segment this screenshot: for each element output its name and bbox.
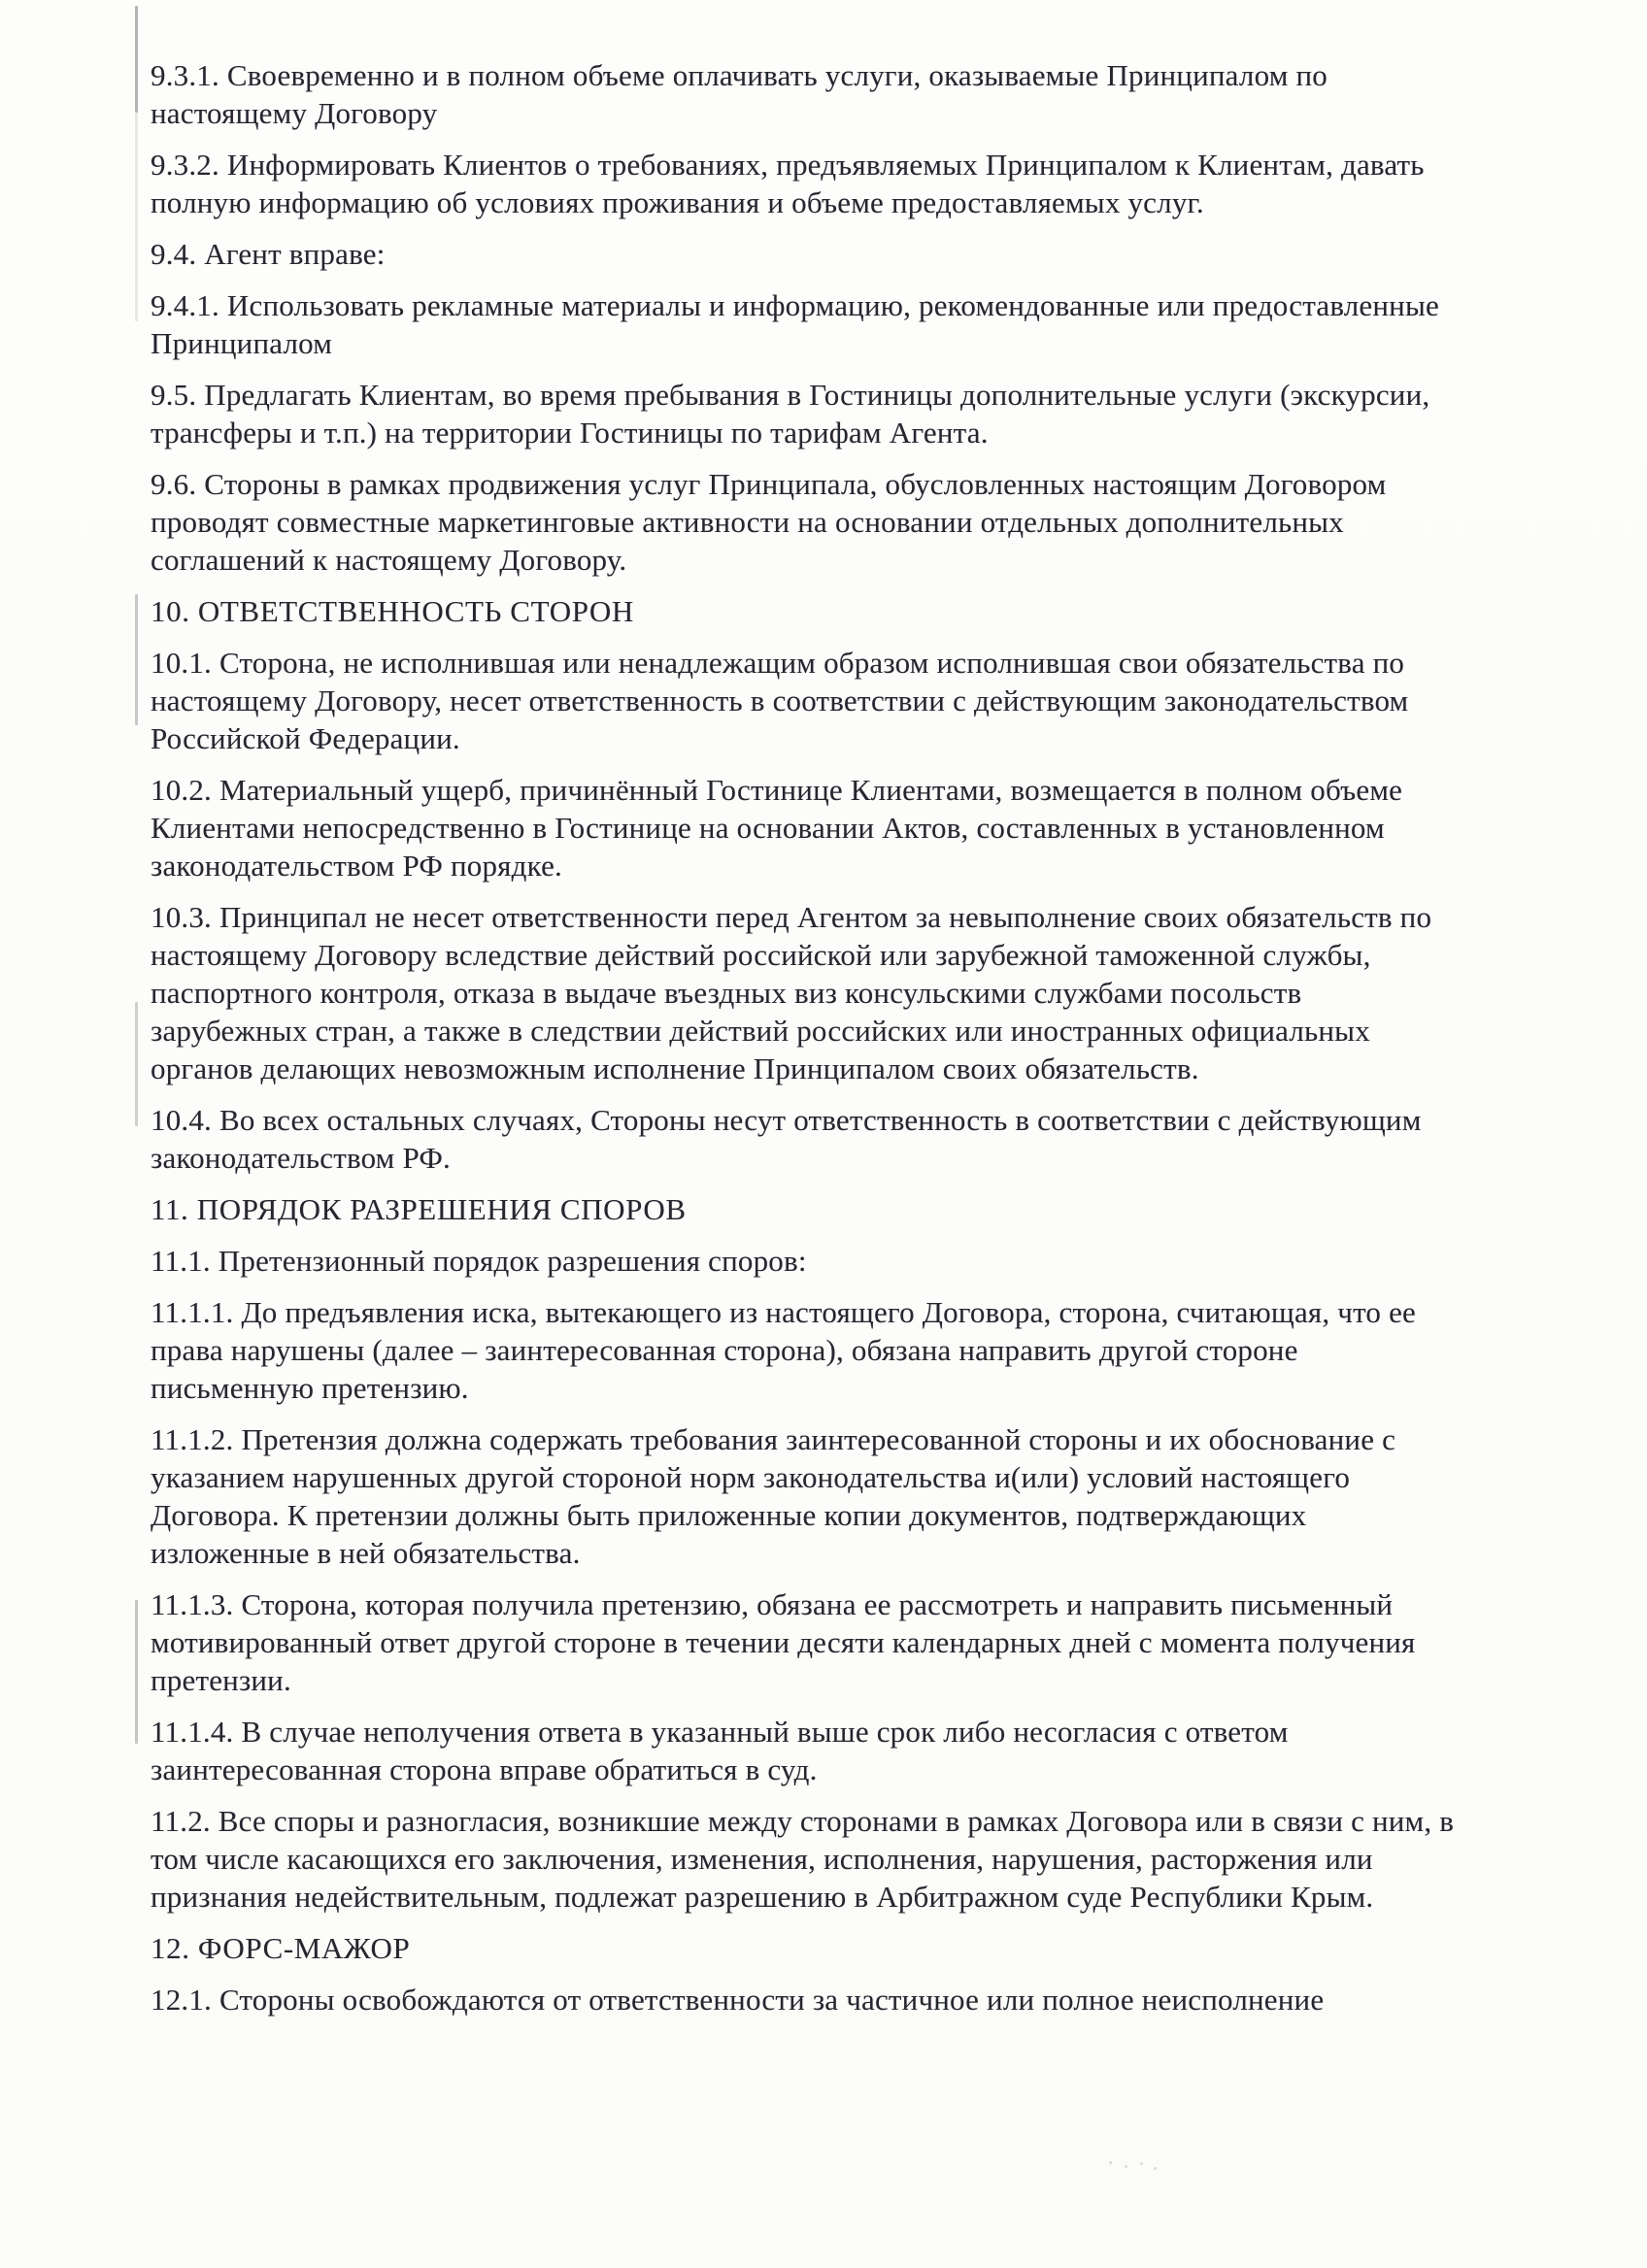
- clause-paragraph-9-4: 9.4. Агент вправе:: [151, 237, 386, 271]
- clause-paragraph-9-6: 9.6. Стороны в рамках продвижения услуг Принципала, обусловленных настоящим Договором проводят совместные маркетинговые активности на основании отдельных дополнительных соглашений к настоящему Договору.: [151, 467, 1387, 577]
- clause-paragraph-10-4: 10.4. Во всех остальных случаях, Стороны несут ответственность в соответствии с действующим законодательством РФ.: [151, 1103, 1422, 1175]
- clause-paragraph-11-2: 11.2. Все споры и разногласия, возникшие между сторонами в рамках Договора или в связи с ним, в том числе касающихся его заключения, изменения, исполнения, нарушения, расторжения или признания недействительным, подлежат разрешению в Арбитражном суде Республики Крым.: [151, 1804, 1455, 1914]
- clause-paragraph-11-1-4: 11.1.4. В случае неполучения ответа в указанный выше срок либо несогласия с ответом заинтересованная сторона вправе обратиться в суд.: [151, 1715, 1289, 1786]
- clause-paragraph-11-1-1: 11.1.1. До предъявления иска, вытекающего из настоящего Договора, сторона, считающая, что ее права нарушены (далее – заинтересованная сторона), обязана направить другой стороне письменную претензию.: [151, 1295, 1416, 1405]
- section-heading-11: 11. ПОРЯДОК РАЗРЕШЕНИЯ СПОРОВ: [151, 1192, 687, 1226]
- clause-paragraph-9-3-1: 9.3.1. Своевременно и в полном объеме оплачивать услуги, оказываемые Принципалом по настоящему Договору: [151, 58, 1328, 130]
- clause-paragraph-11-1-3: 11.1.3. Сторона, которая получила претензию, обязана ее рассмотреть и направить письменный мотивированный ответ другой стороне в течении десяти календарных дней с момента получения претензии.: [151, 1587, 1416, 1697]
- clause-paragraph-9-4-1: 9.4.1. Использовать рекламные материалы и информацию, рекомендованные или предоставленные Принципалом: [151, 288, 1439, 360]
- section-heading-12: 12. ФОРС-МАЖОР: [151, 1931, 411, 1965]
- clause-paragraph-9-5: 9.5. Предлагать Клиентам, во время пребывания в Гостиницы дополнительные услуги (экскурсии, трансферы и т.п.) на территории Гостиницы по тарифам Агента.: [151, 378, 1430, 450]
- section-heading-10: 10. ОТВЕТСТВЕННОСТЬ СТОРОН: [151, 594, 634, 628]
- clause-paragraph-10-3: 10.3. Принципал не несет ответственности перед Агентом за невыполнение своих обязательств по настоящему Договору вследствие действий российской или зарубежной таможенной службы, паспортного контроля, отказа в выдаче въездных виз консульскими службами посольств зарубежных стран, а также в следствии действий российских или иностранных официальных органов делающих невозможным исполнение Принципалом своих обязательств.: [151, 900, 1432, 1085]
- clause-paragraph-12-1: 12.1. Стороны освобождаются от ответственности за частичное или полное неисполнение: [151, 1983, 1325, 2017]
- scan-artifact-line: [135, 1002, 138, 1126]
- scan-artifact-line: [135, 6, 138, 113]
- clause-paragraph-11-1: 11.1. Претензионный порядок разрешения споров:: [151, 1244, 807, 1278]
- clause-paragraph-9-3-2: 9.3.2. Информировать Клиентов о требованиях, предъявляемых Принципалом к Клиентам, давать полную информацию об условиях проживания и объеме предоставляемых услуг.: [151, 148, 1425, 219]
- scan-artifact-line: [135, 594, 138, 725]
- scan-artifact-line: [135, 1600, 138, 1744]
- clause-paragraph-10-1: 10.1. Сторона, не исполнившая или ненадлежащим образом исполнившая свои обязательства по настоящему Договору, несет ответственность в соответствии с действующим законодательством Российской Федерации.: [151, 646, 1409, 755]
- clause-paragraph-11-1-2: 11.1.2. Претензия должна содержать требования заинтересованной стороны и их обоснование с указанием нарушенных другой стороной норм законодательства и(или) условий настоящего Договора. К претензии должны быть приложенные копии документов, подтверждающих изложенные в ней обязательства.: [151, 1422, 1396, 1570]
- contract-text: [151, 56, 1462, 2032]
- clause-paragraph-10-2: 10.2. Материальный ущерб, причинённый Гостинице Клиентами, возмещается в полном объеме Клиентами непосредственно в Гостинице на основании Актов, составленных в установленном законодательством РФ порядке.: [151, 773, 1403, 883]
- scan-speckle: [1107, 2159, 1165, 2173]
- scan-artifact-line: [135, 113, 138, 321]
